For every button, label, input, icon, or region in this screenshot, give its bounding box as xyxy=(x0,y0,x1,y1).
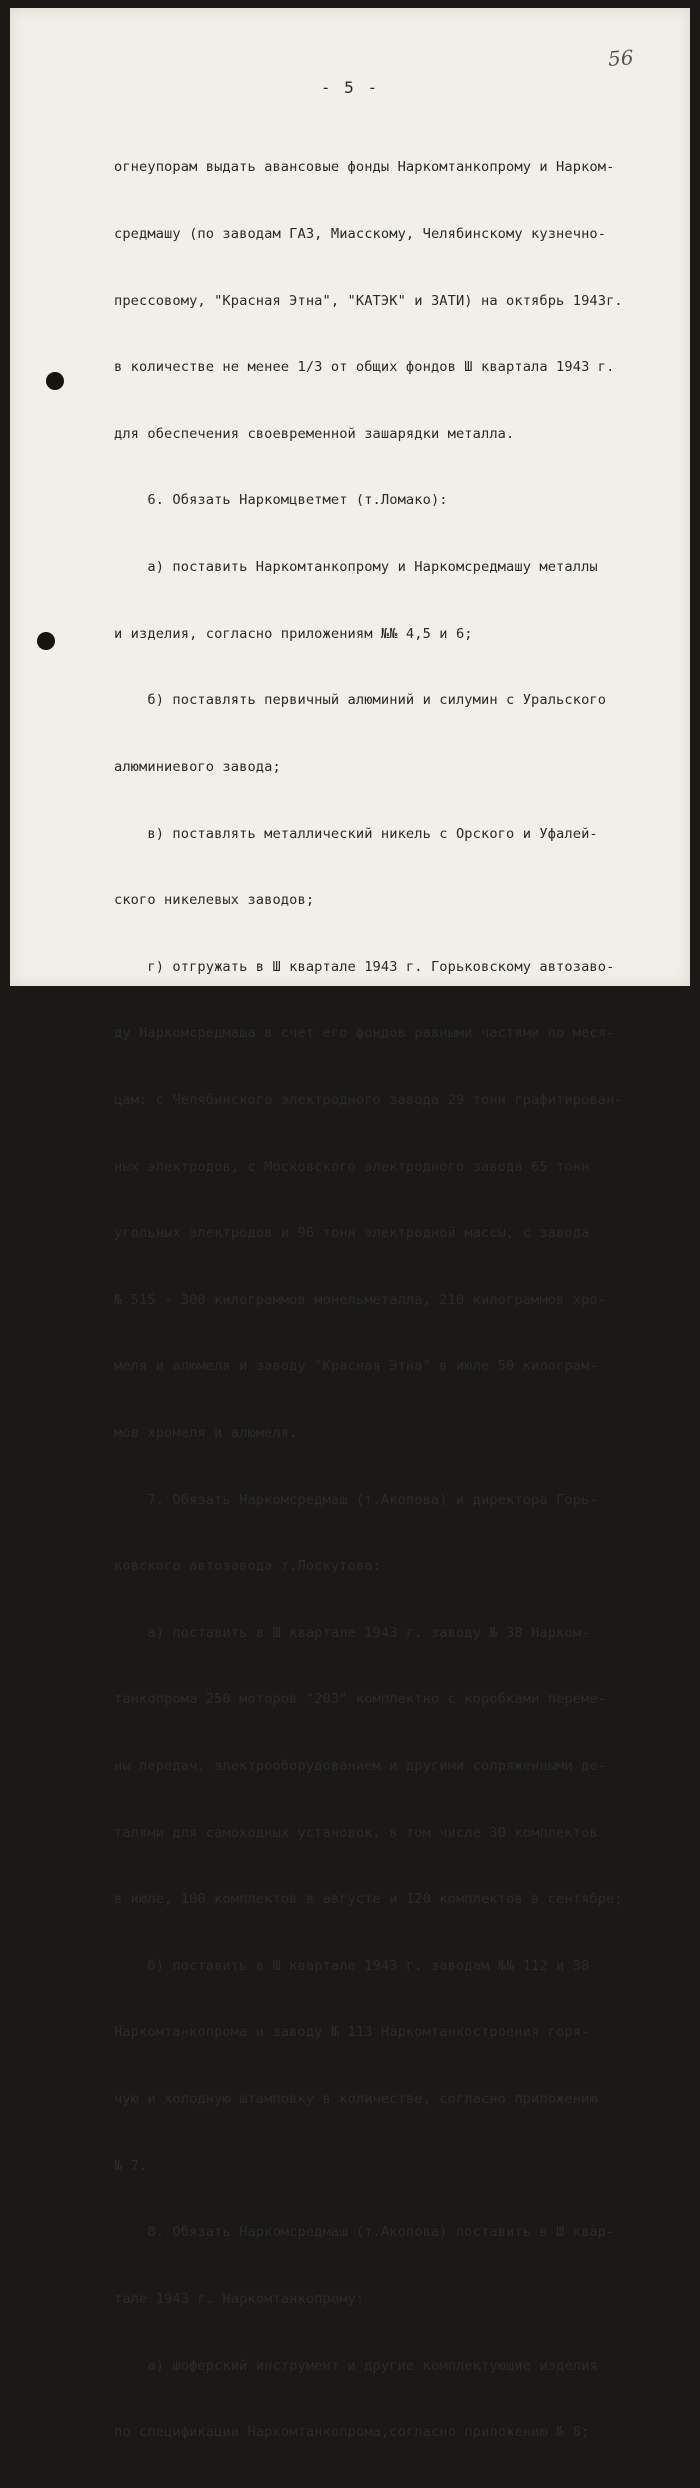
text-line: Наркомтанкопрома и заводу № 113 Наркомтанкостроения горя- xyxy=(114,2024,590,2041)
text-line: а) поставить в Ш квартале 1943 г. заводу № 38 Нарком- xyxy=(114,1624,590,1641)
punch-hole-bottom xyxy=(37,632,55,650)
text-line: ны передач, электрооборудованием и другими сопряженными де- xyxy=(114,1758,607,1775)
page-number: - 5 - xyxy=(320,78,380,97)
text-line: талями для самоходных установок, в том числе 30 комплектов xyxy=(114,1824,598,1841)
text-line: мов хромеля и алюмеля. xyxy=(114,1424,298,1441)
text-line: а) шоферский инструмент и другие комплектующие изделия xyxy=(114,2357,598,2374)
text-line: тале 1943 г. Наркомтанкопрому: xyxy=(114,2290,365,2307)
text-line: цам: с Челябинского электродного завода 29 тонн графитирован- xyxy=(114,1091,623,1108)
text-line: г) отгружать в Ш квартале 1943 г. Горьковскому автозаво- xyxy=(114,958,615,975)
text-line: ных электродов, с Московского электродного завода 65 тонн xyxy=(114,1158,590,1175)
text-line: огнеупорам выдать авансовые фонды Наркомтанкопрому и Нарком- xyxy=(114,159,615,176)
text-line: 7. Обязать Наркомсредмаш (т.Акопова) и директора Горь- xyxy=(114,1491,598,1508)
text-line: угольных электродов и 96 тонн электродной массы, с завода xyxy=(114,1225,590,1242)
text-line: № 7. xyxy=(114,2157,148,2174)
text-line: по спецификации Наркомтанкопрома,согласно приложению № 8; xyxy=(114,2424,590,2441)
text-line: 8. Обязать Наркомсредмаш (т.Акопова) поставить в Ш квар- xyxy=(114,2224,615,2241)
punch-hole-top xyxy=(46,372,64,390)
body-text xyxy=(114,112,674,2488)
archive-page-number: 56 xyxy=(607,45,635,71)
text-line: ду Наркомсредмаша в счет его фондов равными частями по меся- xyxy=(114,1025,615,1042)
text-line: ковского автозавода т.Лоскутова: xyxy=(114,1558,381,1575)
text-line: алюминиевого завода; xyxy=(114,758,281,775)
text-line: и изделия, согласно приложениям №№ 4,5 и 6; xyxy=(114,625,473,642)
text-line: танкопрома 250 моторов "203" комплектно с коробками переме- xyxy=(114,1691,607,1708)
text-line: чую и холодную штамповку в количестве, согласно приложению xyxy=(114,2091,598,2108)
text-line: меля и алюмеля и заводу "Красная Этна" в июле 50 килограм- xyxy=(114,1358,598,1375)
text-line: в количестве не менее 1/3 от общих фондов Ш квартала 1943 г. xyxy=(114,359,615,376)
text-line: ского никелевых заводов; xyxy=(114,892,315,909)
text-line: № 515 - 300 килограммов монельметалла, 210 килограммов хро- xyxy=(114,1291,607,1308)
text-line: б) поставить в Ш квартале 1943 г. заводам №№ 112 и 38 xyxy=(114,1957,590,1974)
text-line: 6. Обязать Наркомцветмет (т.Ломако): xyxy=(114,492,448,509)
text-line: прессовому, "Красная Этна", "КАТЭК" и ЗАТИ) на октябрь 1943г. xyxy=(114,292,623,309)
document-page xyxy=(10,8,690,2441)
text-line: в) поставлять металлический никель с Орского и Уфалей- xyxy=(114,825,598,842)
text-line: средмашу (по заводам ГАЗ, Миасскому, Челябинскому кузнечно- xyxy=(114,226,607,243)
text-line: б) поставлять первичный алюминий и силумин с Уральского xyxy=(114,692,607,709)
text-line: для обеспечения своевременной зашарядки металла. xyxy=(114,425,515,442)
text-line: в июле, 100 комплектов в августе и 120 комплектов в сентябре; xyxy=(114,1891,623,1908)
text-line: а) поставить Наркомтанкопрому и Наркомсредмашу металлы xyxy=(114,559,598,576)
